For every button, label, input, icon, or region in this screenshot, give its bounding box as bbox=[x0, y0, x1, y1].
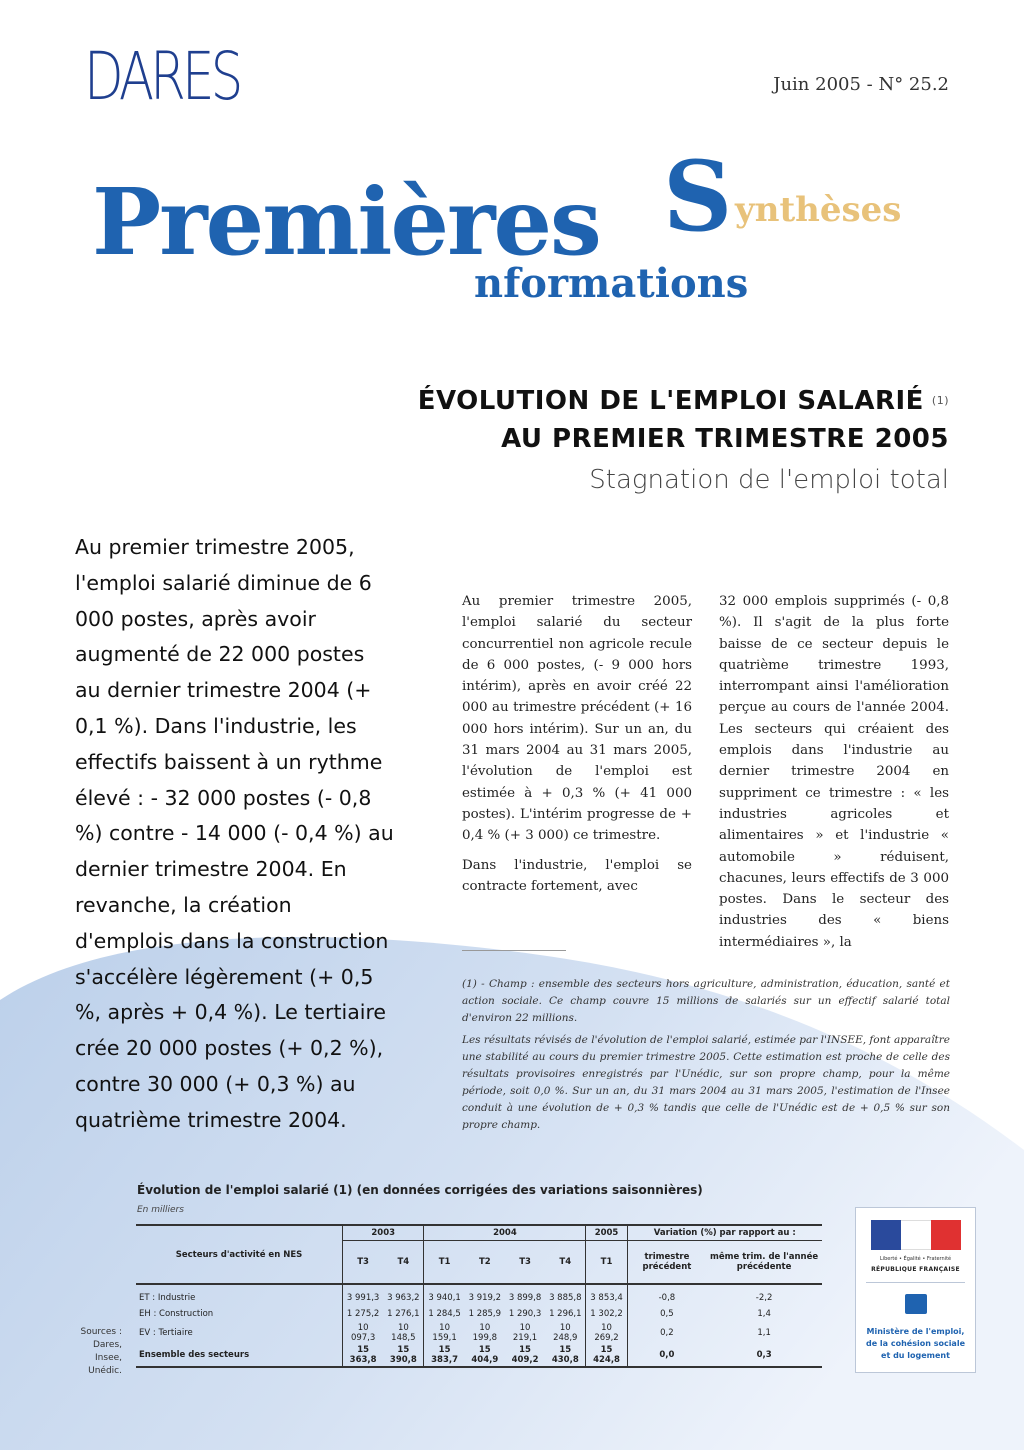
variation-header: Variation (%) par rapport au : bbox=[627, 1225, 822, 1241]
table-cell: 1,1 bbox=[757, 1328, 771, 1338]
row-label: ET : Industrie bbox=[139, 1293, 196, 1303]
table-cell: 10 269,2 bbox=[586, 1322, 627, 1344]
variation-same-header: même trim. de l'année précédente bbox=[706, 1241, 822, 1285]
table-cell: 1 290,3 bbox=[508, 1309, 542, 1319]
table-row bbox=[136, 1284, 822, 1306]
quarter-header: T2 bbox=[465, 1241, 505, 1285]
table-cell: -0,8 bbox=[627, 1284, 706, 1306]
masthead-s-letter: S bbox=[663, 140, 733, 253]
body-column-2 bbox=[719, 591, 949, 961]
body-column-1 bbox=[462, 591, 692, 905]
ministry-name: Ministère de l'emploi, de la cohésion sociale et du logement bbox=[865, 1327, 965, 1360]
table-cell: 0,3 bbox=[706, 1344, 822, 1367]
table-cell: 3 963,2 bbox=[387, 1293, 420, 1303]
footnote-2: Les résultats révisés de l'évolution de l'emploi salarié, estimée par l'INSEE, font apparaître une stabilité au cours du premier trimestre 2005. Cette estimation est proche de celle des résultats provisoires enregistrés par l'Unédic, sur son propre champ, pour la même période, soit 0,0 %. Sur un an, du 31 mars 2004 au 31 mars 2005, l'estimation de l'Insee conduit à une évolution de + 0,3 % tandis que celle de l'Unédic est de + 0,5 % sur son propre champ. bbox=[462, 1034, 950, 1131]
article-subtitle: Stagnation de l'emploi total bbox=[589, 465, 949, 495]
row-label: Ensemble des secteurs bbox=[136, 1344, 343, 1367]
rf-divider bbox=[866, 1282, 965, 1283]
year-header-2003: 2003 bbox=[343, 1225, 424, 1241]
dares-logo: DARES bbox=[84, 38, 240, 115]
table-cell: 1 302,2 bbox=[586, 1306, 627, 1322]
title-line-2: AU PREMIER TRIMESTRE 2005 bbox=[501, 424, 949, 454]
variation-prev-header: trimestre précédent bbox=[627, 1241, 706, 1285]
quarter-header: T1 bbox=[586, 1241, 627, 1285]
table-cell: 3 899,8 bbox=[508, 1293, 542, 1303]
quarter-header: T3 bbox=[505, 1241, 545, 1285]
table-cell: 3 853,4 bbox=[586, 1284, 627, 1306]
table-cell: 10 199,8 bbox=[472, 1323, 497, 1343]
table-cell: 3 940,1 bbox=[424, 1284, 465, 1306]
table-cell: 15 363,8 bbox=[343, 1344, 384, 1367]
article-title bbox=[418, 382, 949, 458]
table-cell: 1 285,9 bbox=[468, 1309, 502, 1319]
table-header-row bbox=[136, 1225, 822, 1241]
table-cell: 0,5 bbox=[627, 1306, 706, 1322]
table-cell: 15 430,8 bbox=[545, 1344, 586, 1367]
lede-paragraph: Au premier trimestre 2005, l'emploi salarié diminue de 6 000 postes, après avoir augmenté de 22 000 postes au dernier trimestre 2004 (+ 0,1 %). Dans l'industrie, les effectifs baissent à un rythme élevé : - 32 000 postes (- 0,8 %) contre - 14 000 (- 0,4 %) au dernier trimestre 2004. En revanche, la création d'emplois dans la construction s'accélère légèrement (+ 0,5 %, après + 0,4 %). Le tertiaire crée 20 000 postes (+ 0,2 %), contre 30 000 (+ 0,3 %) au quatrième trimestre 2004. bbox=[75, 535, 394, 1132]
masthead-premieres: Premières bbox=[92, 168, 600, 276]
table-title: Évolution de l'emploi salarié (1) (en données corrigées des variations saisonnières) bbox=[137, 1183, 703, 1197]
quarter-header: T4 bbox=[383, 1241, 424, 1285]
table-cell: 15 409,2 bbox=[505, 1344, 545, 1367]
table-cell: 15 404,9 bbox=[465, 1344, 505, 1367]
employment-table bbox=[136, 1224, 822, 1368]
rf-name: RÉPUBLIQUE FRANÇAISE bbox=[871, 1266, 960, 1273]
table-cell: -2,2 bbox=[755, 1293, 773, 1303]
table-cell: 15 424,8 bbox=[586, 1344, 627, 1367]
table-cell: 1,4 bbox=[757, 1309, 771, 1319]
table-cell: 0,0 bbox=[627, 1344, 706, 1367]
quarter-header: T4 bbox=[545, 1241, 586, 1285]
footnote-rule bbox=[462, 950, 566, 951]
issue-number: Juin 2005 - N° 25.2 bbox=[773, 74, 949, 95]
sector-header: Secteurs d'activité en NES bbox=[136, 1225, 343, 1284]
table-cell: 10 248,9 bbox=[553, 1323, 578, 1343]
table-row bbox=[136, 1322, 822, 1344]
table-cell: 3 919,2 bbox=[468, 1293, 502, 1303]
table-cell: 3 885,8 bbox=[549, 1293, 582, 1303]
masthead-syntheses: ynthèses bbox=[735, 190, 902, 230]
table-cell: 0,2 bbox=[627, 1322, 706, 1344]
table-row bbox=[136, 1306, 822, 1322]
table-cell: 1 296,1 bbox=[549, 1309, 582, 1319]
body-paragraph: 32 000 emplois supprimés (- 0,8 %). Il s'agit de la plus forte baisse de ce secteur depuis le quatrième trimestre 1993, interrompant ainsi l'amélioration perçue au cours de l'année 2004. Les secteurs qui créaient des emplois dans l'industrie au dernier trimestre 2004 en suppriment ce trimestre : « les industries agricoles et alimentaires » et l'industrie « automobile » réduisent, chacunes, leurs effectifs de 3 000 postes. Dans le secteur des industries des « biens intermédiaires », la bbox=[719, 594, 949, 950]
table-cell: 1 275,2 bbox=[343, 1306, 384, 1322]
table-cell: 10 097,3 bbox=[343, 1322, 384, 1344]
table-cell: 1 276,1 bbox=[387, 1309, 420, 1319]
body-paragraph: Au premier trimestre 2005, l'emploi salarié du secteur concurrentiel non agricole recule de 6 000 postes, (- 9 000 hors intérim), après en avoir créé 22 000 au trimestre précédent (+ 16 000 hors intérim). Sur un an, du 31 mars 2004 au 31 mars 2005, l'évolution de l'emploi est estimée à + 0,3 % (+ 41 000 postes). L'intérim progresse de + 0,4 % (+ 3 000) ce trimestre. bbox=[462, 594, 692, 844]
table-cell: 1 284,5 bbox=[424, 1306, 465, 1322]
year-header-2005: 2005 bbox=[586, 1225, 627, 1241]
table-unit: En milliers bbox=[137, 1205, 184, 1215]
table-cell: 10 219,1 bbox=[512, 1323, 538, 1343]
table-total-row bbox=[136, 1344, 822, 1367]
table-cell: 15 390,8 bbox=[383, 1344, 424, 1367]
title-footnote-marker: (1) bbox=[931, 394, 949, 407]
masthead-informations: nformations bbox=[474, 260, 749, 307]
rf-motto: Liberté • Égalité • Fraternité bbox=[879, 1256, 952, 1262]
table-cell: 15 383,7 bbox=[424, 1344, 465, 1367]
footnotes bbox=[462, 976, 950, 1139]
table-cell: 10 148,5 bbox=[391, 1323, 416, 1343]
quarter-header: T1 bbox=[424, 1241, 465, 1285]
quarter-header: T3 bbox=[343, 1241, 384, 1285]
row-label: EH : Construction bbox=[139, 1309, 214, 1319]
table-sources: Sources : Dares, Insee, Unédic. bbox=[80, 1327, 122, 1376]
year-header-2004: 2004 bbox=[424, 1225, 586, 1241]
body-paragraph: Dans l'industrie, l'emploi se contracte fortement, avec bbox=[462, 857, 692, 894]
ministry-logo-icon bbox=[905, 1294, 927, 1314]
title-line-1: ÉVOLUTION DE L'EMPLOI SALARIÉ bbox=[417, 386, 924, 416]
french-flag-icon bbox=[871, 1220, 961, 1250]
table-cell: 10 159,1 bbox=[424, 1322, 465, 1344]
republique-francaise-box bbox=[855, 1207, 976, 1373]
table-cell: 3 991,3 bbox=[343, 1284, 384, 1306]
row-label: EV : Tertiaire bbox=[139, 1328, 193, 1338]
footnote-1: (1) - Champ : ensemble des secteurs hors agriculture, administration, éducation, santé et action sociale. Ce champ couvre 15 millions de salariés sur un effectif salarié total d'environ 22 millions. bbox=[462, 978, 950, 1024]
